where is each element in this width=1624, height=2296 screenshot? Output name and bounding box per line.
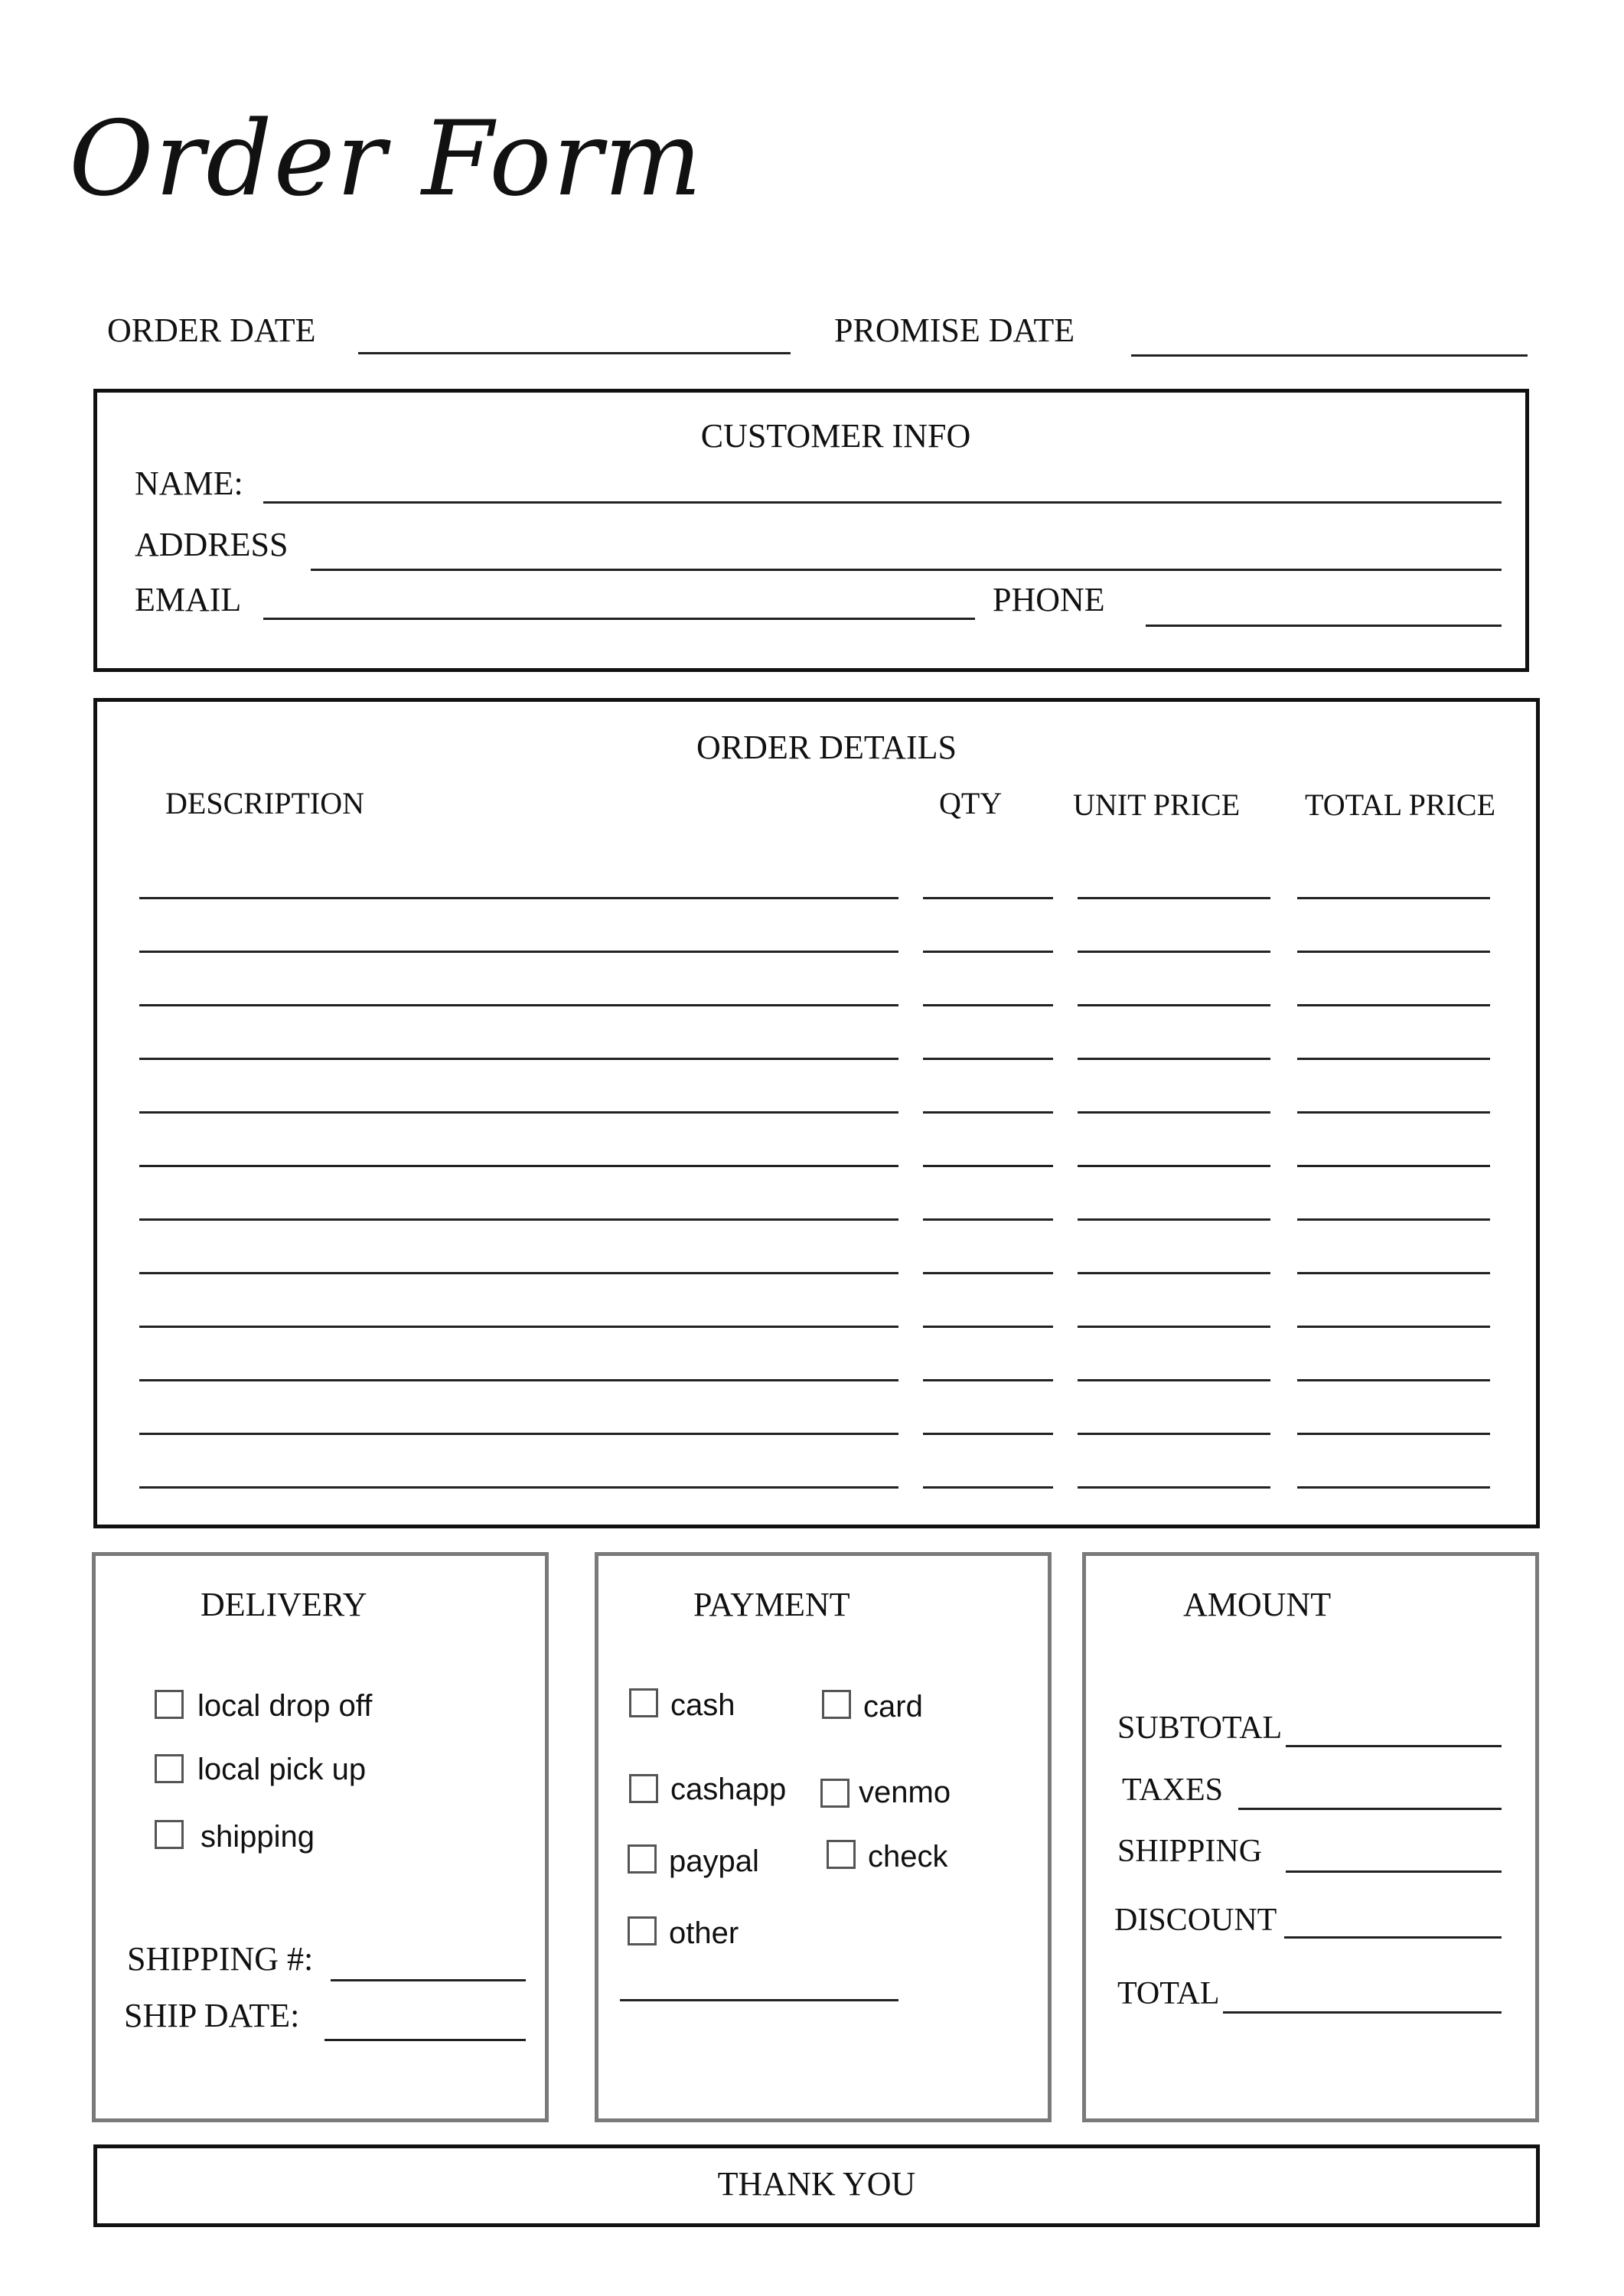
local-drop-off-checkbox[interactable]	[155, 1690, 184, 1719]
description-cell[interactable]	[139, 1004, 898, 1006]
discount-label: DISCOUNT	[1114, 1903, 1277, 1938]
thank-you-text: THANK YOU	[717, 2165, 916, 2203]
qty-cell[interactable]	[923, 1004, 1053, 1006]
description-cell[interactable]	[139, 1111, 898, 1114]
unit-price-cell[interactable]	[1078, 1379, 1270, 1381]
shipping-option-label: shipping	[201, 1820, 315, 1854]
unit-price-cell[interactable]	[1078, 1058, 1270, 1060]
col-unit-price: UNIT PRICE	[1073, 788, 1241, 822]
order-details-heading: ORDER DETAILS	[696, 729, 957, 766]
unit-price-cell[interactable]	[1078, 1326, 1270, 1328]
qty-cell[interactable]	[923, 1272, 1053, 1274]
email-label: EMAIL	[135, 581, 242, 618]
card-label: card	[863, 1690, 923, 1724]
ship-date-field[interactable]	[324, 2039, 526, 2041]
total-label: TOTAL	[1117, 1976, 1220, 2011]
unit-price-cell[interactable]	[1078, 1165, 1270, 1167]
total-price-cell[interactable]	[1297, 1058, 1490, 1060]
description-cell[interactable]	[139, 951, 898, 953]
description-cell[interactable]	[139, 1165, 898, 1167]
qty-cell[interactable]	[923, 897, 1053, 899]
check-checkbox[interactable]	[827, 1840, 856, 1869]
discount-field[interactable]	[1284, 1936, 1502, 1939]
subtotal-label: SUBTOTAL	[1117, 1711, 1283, 1746]
taxes-label: TAXES	[1122, 1773, 1223, 1808]
total-price-cell[interactable]	[1297, 1326, 1490, 1328]
col-qty: QTY	[939, 786, 1003, 820]
unit-price-cell[interactable]	[1078, 1004, 1270, 1006]
promise-date-field[interactable]	[1131, 354, 1528, 357]
total-price-cell[interactable]	[1297, 1433, 1490, 1435]
total-price-cell[interactable]	[1297, 1272, 1490, 1274]
description-cell[interactable]	[139, 1486, 898, 1489]
phone-label: PHONE	[993, 581, 1105, 618]
qty-cell[interactable]	[923, 1379, 1053, 1381]
customer-info-heading: CUSTOMER INFO	[700, 417, 971, 455]
total-price-cell[interactable]	[1297, 951, 1490, 953]
shipping-amount-field[interactable]	[1286, 1870, 1502, 1873]
unit-price-cell[interactable]	[1078, 1486, 1270, 1489]
payment-heading: PAYMENT	[693, 1586, 850, 1623]
promise-date-label: PROMISE DATE	[834, 311, 1075, 349]
shipping-number-label: SHIPPING #:	[127, 1940, 314, 1978]
venmo-label: venmo	[859, 1776, 951, 1809]
other-checkbox[interactable]	[628, 1916, 657, 1945]
unit-price-cell[interactable]	[1078, 951, 1270, 953]
qty-cell[interactable]	[923, 1111, 1053, 1114]
qty-cell[interactable]	[923, 1326, 1053, 1328]
unit-price-cell[interactable]	[1078, 1111, 1270, 1114]
description-cell[interactable]	[139, 897, 898, 899]
subtotal-field[interactable]	[1286, 1745, 1502, 1747]
amount-heading: AMOUNT	[1183, 1586, 1332, 1623]
qty-cell[interactable]	[923, 1165, 1053, 1167]
total-field[interactable]	[1223, 2011, 1502, 2014]
delivery-heading: DELIVERY	[201, 1586, 367, 1623]
address-field[interactable]	[311, 569, 1502, 571]
description-cell[interactable]	[139, 1218, 898, 1221]
paypal-checkbox[interactable]	[628, 1844, 657, 1874]
venmo-checkbox[interactable]	[820, 1779, 850, 1808]
total-price-cell[interactable]	[1297, 897, 1490, 899]
col-description: DESCRIPTION	[165, 786, 365, 820]
description-cell[interactable]	[139, 1433, 898, 1435]
total-price-cell[interactable]	[1297, 1218, 1490, 1221]
order-date-label: ORDER DATE	[107, 311, 316, 349]
card-checkbox[interactable]	[822, 1690, 851, 1719]
qty-cell[interactable]	[923, 1433, 1053, 1435]
local-drop-off-label: local drop off	[197, 1689, 373, 1723]
form-title: Order Form	[69, 99, 704, 219]
local-pick-up-label: local pick up	[197, 1753, 367, 1786]
shipping-number-field[interactable]	[331, 1979, 526, 1981]
qty-cell[interactable]	[923, 1218, 1053, 1221]
total-price-cell[interactable]	[1297, 1165, 1490, 1167]
description-cell[interactable]	[139, 1058, 898, 1060]
unit-price-cell[interactable]	[1078, 897, 1270, 899]
ship-date-label: SHIP DATE:	[124, 1997, 300, 2034]
total-price-cell[interactable]	[1297, 1486, 1490, 1489]
qty-cell[interactable]	[923, 1486, 1053, 1489]
qty-cell[interactable]	[923, 1058, 1053, 1060]
taxes-field[interactable]	[1238, 1808, 1502, 1810]
cashapp-checkbox[interactable]	[629, 1774, 658, 1803]
name-label: NAME:	[135, 465, 243, 502]
other-label: other	[669, 1916, 739, 1950]
address-label: ADDRESS	[135, 526, 289, 563]
total-price-cell[interactable]	[1297, 1004, 1490, 1006]
local-pick-up-checkbox[interactable]	[155, 1754, 184, 1783]
phone-field[interactable]	[1146, 625, 1502, 627]
description-cell[interactable]	[139, 1272, 898, 1274]
total-price-cell[interactable]	[1297, 1111, 1490, 1114]
shipping-amount-label: SHIPPING	[1117, 1834, 1263, 1869]
other-payment-field[interactable]	[620, 1999, 898, 2001]
qty-cell[interactable]	[923, 951, 1053, 953]
cash-checkbox[interactable]	[629, 1688, 658, 1717]
email-field[interactable]	[263, 618, 975, 620]
shipping-checkbox[interactable]	[155, 1820, 184, 1849]
name-field[interactable]	[263, 501, 1502, 504]
check-label: check	[868, 1840, 948, 1874]
col-total-price: TOTAL PRICE	[1305, 788, 1496, 822]
paypal-label: paypal	[669, 1844, 759, 1878]
unit-price-cell[interactable]	[1078, 1218, 1270, 1221]
description-cell[interactable]	[139, 1326, 898, 1328]
description-cell[interactable]	[139, 1379, 898, 1381]
cashapp-label: cashapp	[670, 1773, 787, 1806]
order-date-field[interactable]	[358, 352, 791, 354]
unit-price-cell[interactable]	[1078, 1272, 1270, 1274]
cash-label: cash	[670, 1688, 735, 1722]
total-price-cell[interactable]	[1297, 1379, 1490, 1381]
payment-box	[595, 1552, 1052, 2122]
unit-price-cell[interactable]	[1078, 1433, 1270, 1435]
